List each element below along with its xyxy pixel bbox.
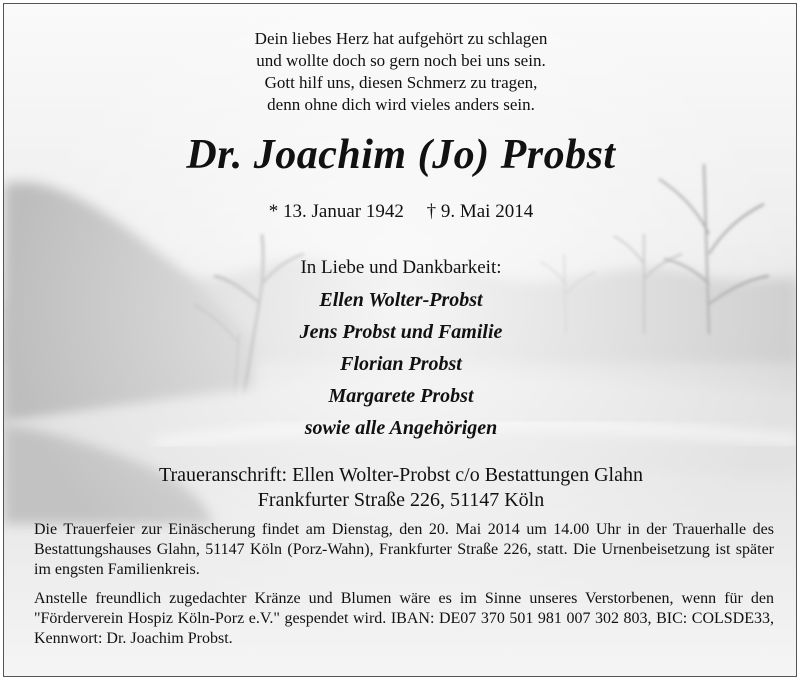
obituary-notice xyxy=(3,3,797,677)
poem-line: und wollte doch so gern noch bei uns sein. xyxy=(256,51,546,70)
poem-line: Gott hilf uns, diesen Schmerz zu tragen, xyxy=(264,73,538,92)
mourning-address xyxy=(4,463,797,513)
notice-content xyxy=(4,4,797,677)
donation-info-paragraph: Anstelle freundlich zugedachter Kränze und Blumen wäre es im Sinne unseres Verstorbenen, wenn für den "Förderverein Hospiz Köln-Porz e.V." gespendet wird. IBAN: DE07 370 501 981 007 302 803, BIC: COLSDE33, Kennwort: Dr. Joachim Probst. xyxy=(34,590,774,647)
mourner-name: sowie alle Angehörigen xyxy=(304,417,498,439)
deceased-name: Dr. Joachim (Jo) Probst xyxy=(186,132,616,178)
poem-line: denn ohne dich wird vieles anders sein. xyxy=(267,95,535,114)
mourners-list xyxy=(4,284,797,444)
address-line: Frankfurter Straße 226, 51147 Köln xyxy=(257,489,545,511)
thanks-line: In Liebe und Dankbarkeit: xyxy=(300,257,502,278)
mourner-name: Ellen Wolter-Probst xyxy=(319,289,483,311)
mourner-name: Margarete Probst xyxy=(328,385,474,407)
life-dates xyxy=(4,200,797,224)
death-date: † 9. Mai 2014 xyxy=(426,201,534,222)
birth-date: * 13. Januar 1942 xyxy=(268,201,404,222)
funeral-info-paragraph: Die Trauerfeier zur Einäscherung findet am Dienstag, den 20. Mai 2014 um 14.00 Uhr in der Trauerhalle des Bestattungshauses Glahn, 51147 Köln (Porz-Wahn), Frankfurter Straße 226, statt. Die Urnenbeisetzung ist später im engsten Familienkreis. xyxy=(34,521,774,578)
poem-line: Dein liebes Herz hat aufgehört zu schlagen xyxy=(254,29,548,48)
address-line: Traueranschrift: Ellen Wolter-Probst c/o Bestattungen Glahn xyxy=(158,464,643,486)
mourner-name: Jens Probst und Familie xyxy=(299,321,503,343)
memorial-poem xyxy=(4,28,797,116)
mourner-name: Florian Probst xyxy=(340,353,462,375)
